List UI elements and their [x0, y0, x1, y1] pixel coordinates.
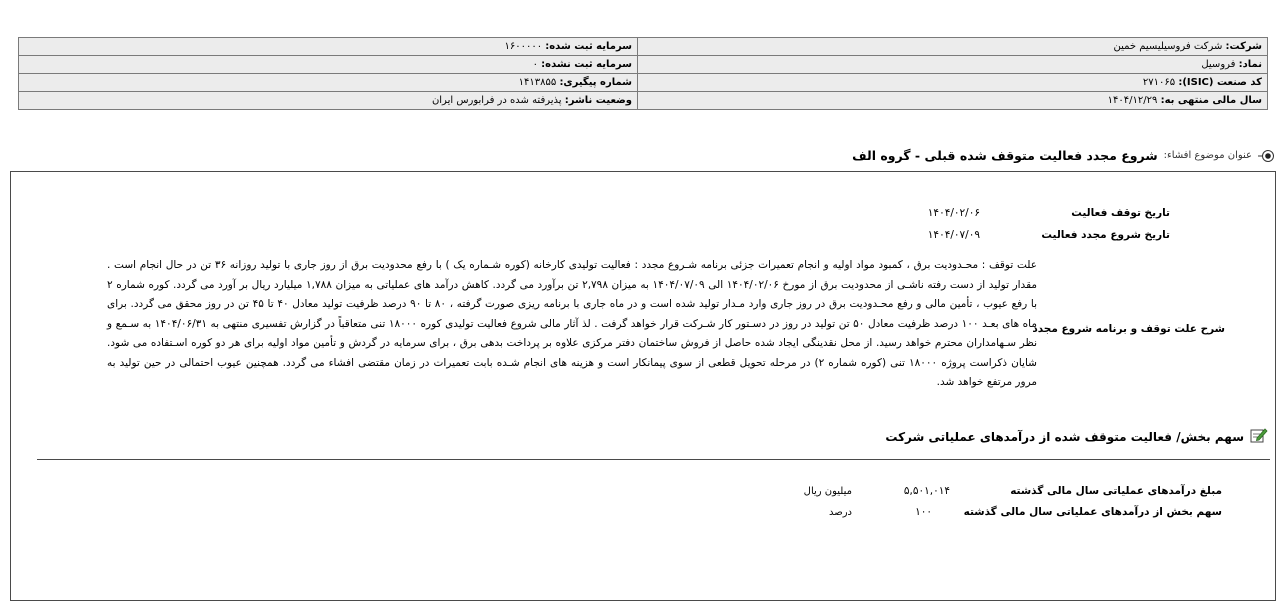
disclosure-subject [676, 148, 1276, 163]
share-section-title: سهم بخش/ فعالیت متوقف شده از درآمدهای عملیاتی شرکت [885, 429, 1244, 444]
stop-date-value: ۱۴۰۴/۰۲/۰۶ [927, 207, 980, 219]
share-section-header [885, 427, 1268, 446]
fiscal-year-value: ۱۴۰۴/۱۲/۲۹ [1107, 95, 1158, 106]
info-row [19, 74, 1268, 92]
tracking-number-cell [19, 74, 638, 92]
revenue-unit: میلیون ریال [803, 486, 852, 497]
info-row [19, 92, 1268, 110]
company-name-label: شرکت: [1225, 41, 1262, 52]
symbol-label: نماد: [1238, 59, 1262, 70]
revenue-label: مبلغ درآمدهای عملیاتی سال مالی گذشته [1010, 485, 1222, 497]
registered-capital-cell [19, 38, 638, 56]
edit-note-icon [1250, 427, 1268, 446]
stop-date-label: تاریخ توقف فعالیت [1071, 207, 1170, 219]
fiscal-year-cell [638, 92, 1268, 110]
registered-capital-value: ۱۶۰۰۰۰۰ [504, 41, 543, 52]
company-info-table [18, 37, 1268, 110]
share-value: ۱۰۰ [915, 506, 932, 518]
share-unit: درصد [828, 507, 852, 518]
publisher-status-value: پذیرفته شده در فرابورس ایران [431, 95, 562, 106]
symbol-cell [638, 56, 1268, 74]
subject-title: شروع مجدد فعالیت متوقف شده قبلی - گروه الف [852, 148, 1158, 163]
revenue-value: ۵,۵۰۱,۰۱۴ [903, 485, 950, 497]
radio-bullet-icon [1258, 149, 1276, 163]
company-name-cell [638, 38, 1268, 56]
isic-label: کد صنعت (ISIC): [1178, 77, 1262, 88]
share-label: سهم بخش از درآمدهای عملیاتی سال مالی گذشته [963, 506, 1222, 518]
isic-cell [638, 74, 1268, 92]
tracking-number-value: ۱۴۱۳۸۵۵ [518, 77, 557, 88]
unregistered-capital-value: ۰ [532, 59, 538, 70]
unregistered-capital-cell [19, 56, 638, 74]
description-label: شرح علت توقف و برنامه شروع مجدد [1032, 323, 1225, 335]
restart-date-value: ۱۴۰۴/۰۷/۰۹ [927, 229, 980, 241]
section-divider [37, 459, 1270, 460]
publisher-status-label: وضعیت ناشر: [564, 95, 632, 106]
isic-value: ۲۷۱۰۶۵ [1142, 77, 1176, 88]
info-row [19, 38, 1268, 56]
info-row [19, 56, 1268, 74]
fiscal-year-label: سال مالی منتهی به: [1160, 95, 1262, 106]
tracking-number-label: شماره پیگیری: [559, 77, 632, 88]
company-name-value: شرکت فروسیلیسیم خمین [1113, 41, 1223, 52]
description-text: علت توقف : محـدودیت برق ، کمبود مواد اولیه و انجام تعمیرات جزئی برنامه شـروع مجدد : فعالیت تولیدی کارخانه (کوره شـماره یک ) با رفع محدودیت برق از روز جاری با تولید روزانه ۳۶ تن در حال انجام است . مقدار تولید از دست رفته ناشـی از محدودیت برق از مورخ ۱۴۰۴/۰۲/۰۶ الی ۱۴۰۴/۰۷/۰۹ به میزان ۲,۷۹۸ تن برآورد می گردد. کاهش درآمد های عملیاتی به میزان ۱,۷۸۸ میلیارد ریال بر آورد می گردد. کوره شماره ۲ با رفع عیوب ، تأمین مالی و رفع محـدودیت برق در روز جاری وارد مـدار تولید شده است و در ماه جاری با برنامه ریزی صورت گرفته ، ۸۰ تا ۹۰ درصد ظرفیت تولید معادل ۴۰ تا ۴۵ تن در روز محقق می گردد. برای ماه های بعـد ۱۰۰ درصد ظرفیت معادل ۵۰ تن تولید در روز در دسـتور کار شـرکت قرار خواهد گرفت . لذ آثار مالی شروع فعالیت تولیدی کوره ۱۸۰۰۰ تنی متعاقباً در گزارش تفسیری منتهی به ۱۴۰۴/۰۶/۳۱ به سـمع و نظر سـهامداران محترم خواهد رسید. از محل نقدینگی ایجاد شده حاصل از فروش ساختمان دفتر مرکزی علاوه بر پرداخت بدهی برق ، برای سرمایه در گردش و تأمین مواد اولیه برای هر دو کوره اسـتفاده می شود. شایان ذکراست پروژه ۱۸۰۰۰ تنی (کوره شماره ۲) در مرحله تحویل قطعی از سوی پیمانکار است و هزینه های انجام شـده بابت تعمیرات در زمان مقتضی افشاء می گردد. همچنین عیوب احتمالی در حین تولید به مرور مرتفع خواهد شد. [107, 259, 1038, 388]
unregistered-capital-label: سرمایه ثبت نشده: [541, 59, 632, 70]
symbol-value: فروسیل [1201, 59, 1236, 70]
publisher-status-cell [19, 92, 638, 110]
subject-label: عنوان موضوع افشاء: [1163, 150, 1252, 161]
restart-date-label: تاریخ شروع مجدد فعالیت [1041, 229, 1170, 241]
registered-capital-label: سرمایه ثبت شده: [545, 41, 632, 52]
